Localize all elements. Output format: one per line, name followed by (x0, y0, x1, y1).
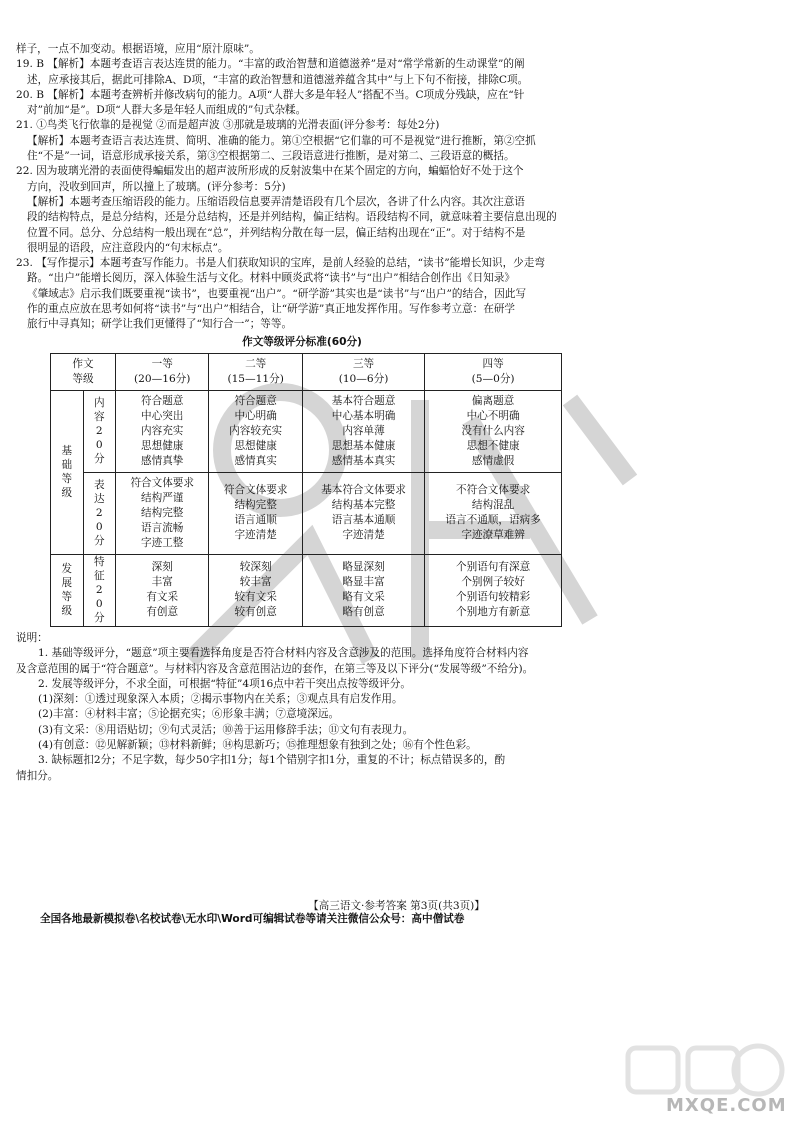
table-header-row (51, 353, 562, 390)
criteria-item: 语言不通顺，语病多 (445, 514, 541, 527)
criteria-item: 有创意 (146, 606, 179, 619)
criteria-item: 思想健康 (141, 439, 184, 452)
criteria-cell (209, 554, 302, 626)
criteria-item: 较丰富 (239, 576, 272, 589)
note-line: (1)深刻：①透过现象深入本质；②揭示事物内在关系；③观点具有启发作用。 (38, 693, 403, 706)
criteria-item: 符合题意 (234, 394, 277, 407)
watermark-logo-text: MXQE.COM (666, 1095, 787, 1116)
level-header (425, 353, 562, 390)
criteria-cell (302, 390, 424, 472)
criteria-item: 符合题意 (141, 394, 184, 407)
criteria-item: 感情基本真实 (331, 454, 396, 467)
criteria-item: 略有文采 (342, 591, 385, 604)
criteria-item: 个别地方有新意 (456, 606, 531, 619)
level-name: 三等 (352, 357, 375, 370)
criteria-item: 较有创意 (234, 606, 277, 619)
criteria-item: 语言基本通顺 (331, 514, 396, 527)
row-label (83, 472, 116, 554)
criteria-item: 深刻 (151, 561, 173, 574)
level-header (209, 353, 302, 390)
criteria-item: 较有文采 (234, 591, 277, 604)
level-range: (20—16分) (134, 372, 191, 385)
level-range: (10—6分) (338, 372, 389, 385)
criteria-item: 思想健康 (234, 439, 277, 452)
note-line: 情扣分。 (16, 769, 59, 782)
level-range: (15—11分) (227, 372, 284, 385)
criteria-item: 思想不健康 (466, 439, 520, 452)
answer-content (16, 42, 588, 784)
notes-list (16, 646, 588, 784)
answer-line: 方向，没收到回声，所以撞上了玻璃。(评分参考：5分) (27, 180, 286, 193)
criteria-cell (209, 390, 302, 472)
answer-line: 【解析】本题考查压缩语段的能力。压缩语段信息要弄清楚语段有几个层次，各讲了什么内容。其次注意语 (27, 195, 525, 208)
row-label (83, 390, 116, 472)
answer-line: 述，应承接其后，据此可排除A、D项，“丰富的政治智慧和道德滋养蕴含其中”与上下句不衔接，排除C项。 (27, 73, 529, 86)
criteria-item: 中心明确 (234, 409, 277, 422)
answer-line: 19. B 【解析】本题考查语言表达连贯的能力。“丰富的政治智慧和道德滋养”是对“常学常新的生动课堂”的阐 (16, 58, 525, 71)
level-name: 一等 (151, 357, 173, 370)
row-label-text: 表达20分 (93, 478, 105, 547)
criteria-item: 结构混乱 (471, 499, 515, 512)
criteria-item: 丰富 (151, 576, 173, 589)
answer-line: 作的重点应放在思考如何将“读书”与“出户”相结合，让“研学游”真正地发挥作用。写作参考立意：在研学 (27, 303, 516, 316)
criteria-item: 结构完整 (234, 499, 277, 512)
level-header (116, 353, 209, 390)
criteria-item: 中心不明确 (466, 409, 520, 422)
note-line: (2)丰富：④材料丰富；⑤论据充实；⑥形象丰满；⑦意境深远。 (38, 708, 340, 721)
criteria-item: 中心突出 (141, 409, 184, 422)
answer-line: 路。“出户”能增长阅历，深入体验生活与文化。材料中顾炎武将“读书”与“出户”相结合创作出《日知录》 (27, 272, 516, 285)
group-label-text: 发展等级 (61, 562, 73, 617)
criteria-item: 符合文体要求 (223, 484, 288, 497)
criteria-cell (116, 554, 209, 626)
criteria-cell (425, 554, 562, 626)
criteria-cell (425, 390, 562, 472)
criteria-item: 感情虚假 (471, 454, 515, 467)
answer-line: 位置不同。总分、分总结构一般出现在“总”，并列结构分散在每一层，偏正结构出现在“正”。对于结构不是 (27, 226, 526, 239)
note-line: 3. 缺标题扣2分；不足字数，每少50字扣1分；每1个错别字扣1分，重复的不计；标点错误多的，酌 (38, 754, 506, 767)
note-line: 及含意范围的属于“符合题意”。与材料内容及含意范围沾边的套作，在第三等及以下评分(“发展等级”不给分)。 (16, 662, 534, 675)
table-row (51, 390, 562, 472)
intro-line: 样子，一点不加变动。根据语境，应用“原汁原味”。 (16, 43, 260, 55)
criteria-item: 较深刻 (239, 561, 272, 574)
criteria-cell (302, 554, 424, 626)
promo-line: 全国各地最新模拟卷\名校试卷\无水印\Word可编辑试卷等请关注微信公众号：高中僧试卷 (40, 913, 465, 925)
criteria-item: 中心基本明确 (331, 409, 396, 422)
criteria-item: 基本符合文体要求 (321, 484, 406, 497)
table-row (51, 554, 562, 626)
criteria-item: 符合文体要求 (130, 476, 194, 489)
table-title: 作文等级评分标准(60分) (242, 335, 362, 348)
notes-section (16, 631, 588, 784)
criteria-item: 结构基本完整 (331, 499, 396, 512)
criteria-item: 结构完整 (141, 506, 184, 519)
row-label-text: 内容20分 (93, 396, 105, 465)
note-line: (3)有文采：⑧用语贴切；⑨句式灵活；⑩善于运用修辞手法；⑪文句有表现力。 (38, 723, 414, 736)
answer-line: 《肇域志》启示我们既要重视“读书”，也要重视“出户”。“研学游”其实也是“读书”与“出户”的结合，因此写 (27, 287, 527, 300)
criteria-item: 基本符合题意 (331, 394, 396, 407)
criteria-item: 个别语句有深意 (456, 561, 531, 574)
note-line: (4)有创意：⑫见解新颖；⑬材料新鲜；⑭构思新巧；⑮推理想象有独到之处；⑯有个性色彩。 (38, 739, 477, 752)
answer-line: 旅行中寻真知；研学让我们更懂得了“知行合一”；等等。 (27, 318, 293, 331)
answer-line: 23. 【写作提示】本题考查写作能力。书是人们获取知识的宝库，是前人经验的总结，“读书”能增长知识，少走弯 (16, 257, 545, 270)
level-name: 四等 (482, 357, 504, 370)
table-row (51, 472, 562, 554)
criteria-item: 语言通顺 (234, 514, 277, 527)
criteria-item: 不符合文体要求 (456, 484, 531, 497)
criteria-item: 字迹清楚 (342, 529, 385, 542)
criteria-item: 思想基本健康 (331, 439, 396, 452)
answer-line: 对”前加“是”。D项“人群大多是年轻人而组成的”句式杂糅。 (27, 104, 307, 117)
level-range: (5—0分) (471, 372, 515, 385)
basic-group-label (51, 390, 84, 554)
answer-line: 22. 因为玻璃光滑的表面使得蝙蝠发出的超声波所形成的反射波集中在某个固定的方向，蝙蝠恰好不处于这个 (16, 165, 524, 178)
level-header (302, 353, 424, 390)
row-label (83, 554, 116, 626)
criteria-item: 个别语句较精彩 (456, 591, 531, 604)
criteria-item: 个别例子较好 (461, 576, 525, 589)
criteria-item: 感情真实 (234, 454, 277, 467)
criteria-item: 有文采 (146, 591, 179, 604)
criteria-item: 字迹工整 (141, 536, 184, 549)
criteria-item: 略显深刻 (342, 561, 385, 574)
corner-line: 等级 (72, 372, 94, 385)
criteria-item: 感情真挚 (141, 454, 184, 467)
row-label-text: 特征20分 (93, 555, 105, 624)
criteria-item: 内容较充实 (229, 424, 283, 437)
table-corner (51, 353, 116, 390)
note-line: 1. 基础等级评分，“题意”项主要看选择角度是否符合材料内容及含意涉及的范围。选择角度符合材料内容 (38, 647, 529, 660)
criteria-item: 内容充实 (141, 424, 184, 437)
answer-line: 段的结构特点，是总分结构，还是分总结构，还是并列结构，偏正结构。语段结构不同，就意味着主要信息出现的 (27, 211, 557, 224)
group-label-text: 基础等级 (61, 444, 73, 499)
answer-list (16, 57, 588, 332)
criteria-item: 语言流畅 (141, 521, 184, 534)
answer-line: 21. ①鸟类飞行依靠的是视觉 ②而是超声波 ③那就是玻璃的光滑表面(评分参考：每处2分) (16, 119, 440, 132)
criteria-cell (302, 472, 424, 554)
level-name: 二等 (245, 357, 267, 370)
criteria-item: 略有创意 (342, 606, 385, 619)
criteria-cell (116, 472, 209, 554)
criteria-cell (116, 390, 209, 472)
answer-line: 住“不是”一词，语意形成承接关系，第③空根据第二、三段语意进行推断，是对第二、三段语意的概括。 (27, 150, 515, 163)
criteria-item: 内容单薄 (342, 424, 385, 437)
dev-group-label (51, 554, 84, 626)
criteria-item: 略显丰富 (342, 576, 385, 589)
criteria-item: 字迹潦草难辨 (461, 529, 525, 542)
criteria-item: 偏离题意 (471, 394, 515, 407)
criteria-item: 字迹清楚 (234, 529, 277, 542)
page-footer: 【高三语文·参考答案 第3页(共3页)】 (308, 900, 485, 912)
criteria-item: 没有什么内容 (461, 424, 525, 437)
grading-table (50, 353, 562, 627)
criteria-item: 结构严谨 (141, 491, 184, 504)
criteria-cell (209, 472, 302, 554)
notes-heading: 说明： (16, 631, 48, 644)
corner-line: 作文 (72, 357, 94, 370)
criteria-cell (425, 472, 562, 554)
answer-line: 20. B 【解析】本题考查辨析并修改病句的能力。A项“人群大多是年轻人”搭配不当。C项成分残缺，应在“针 (16, 88, 525, 101)
answer-line: 【解析】本题考查语言表达连贯、简明、准确的能力。第①空根据“它们靠的可不是视觉”进行推断，第②空抓 (27, 134, 536, 147)
answer-line: 很明显的语段，应注意段内的“句末标点”。 (27, 241, 229, 254)
note-line: 2. 发展等级评分，不求全面，可根据“特征”4项16点中若干突出点按等级评分。 (38, 677, 411, 690)
